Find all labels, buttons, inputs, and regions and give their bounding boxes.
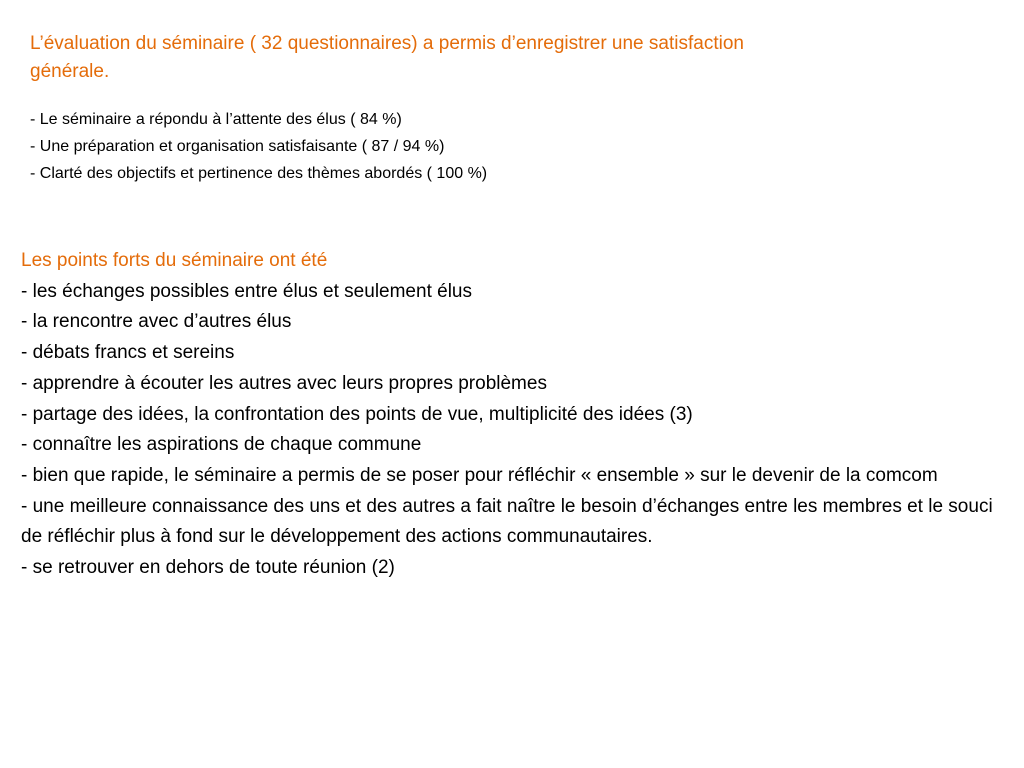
strong-point-item: - débats francs et sereins — [21, 342, 235, 364]
strong-point-item: - partage des idées, la confrontation des points de vue, multiplicité des idées (3) — [21, 403, 693, 425]
strong-points-title: Les points forts du séminaire ont été — [21, 250, 328, 271]
evaluation-title: L’évaluation du séminaire ( 32 questionnaires) a permis d’enregistrer une satisfaction générale. — [30, 33, 744, 82]
strong-point-item: - se retrouver en dehors de toute réunion (2) — [21, 557, 395, 579]
evaluation-item: - Le séminaire a répondu à l’attente des élus ( 84 %) — [30, 111, 402, 128]
strong-points-section — [21, 246, 1011, 584]
strong-point-item: - bien que rapide, le séminaire a permis de se poser pour réfléchir « ensemble » sur le devenir de la comcom — [21, 464, 938, 486]
evaluation-item: - Une préparation et organisation satisfaisante ( 87 / 94 %) — [30, 138, 445, 155]
strong-point-item: - connaître les aspirations de chaque commune — [21, 434, 422, 456]
strong-point-item: - les échanges possibles entre élus et seulement élus — [21, 280, 472, 302]
strong-point-item: - apprendre à écouter les autres avec leurs propres problèmes — [21, 372, 547, 394]
evaluation-item: - Clarté des objectifs et pertinence des thèmes abordés ( 100 %) — [30, 165, 488, 182]
strong-point-item: - une meilleure connaissance des uns et des autres a fait naître le besoin d’échanges entre les membres et le souci de réfléchir plus à fond sur le développement des actions communautaires. — [21, 495, 993, 548]
evaluation-section — [30, 30, 990, 187]
evaluation-list — [30, 106, 990, 187]
strong-points-list — [21, 277, 1011, 584]
strong-point-item: - la rencontre avec d’autres élus — [21, 311, 292, 333]
